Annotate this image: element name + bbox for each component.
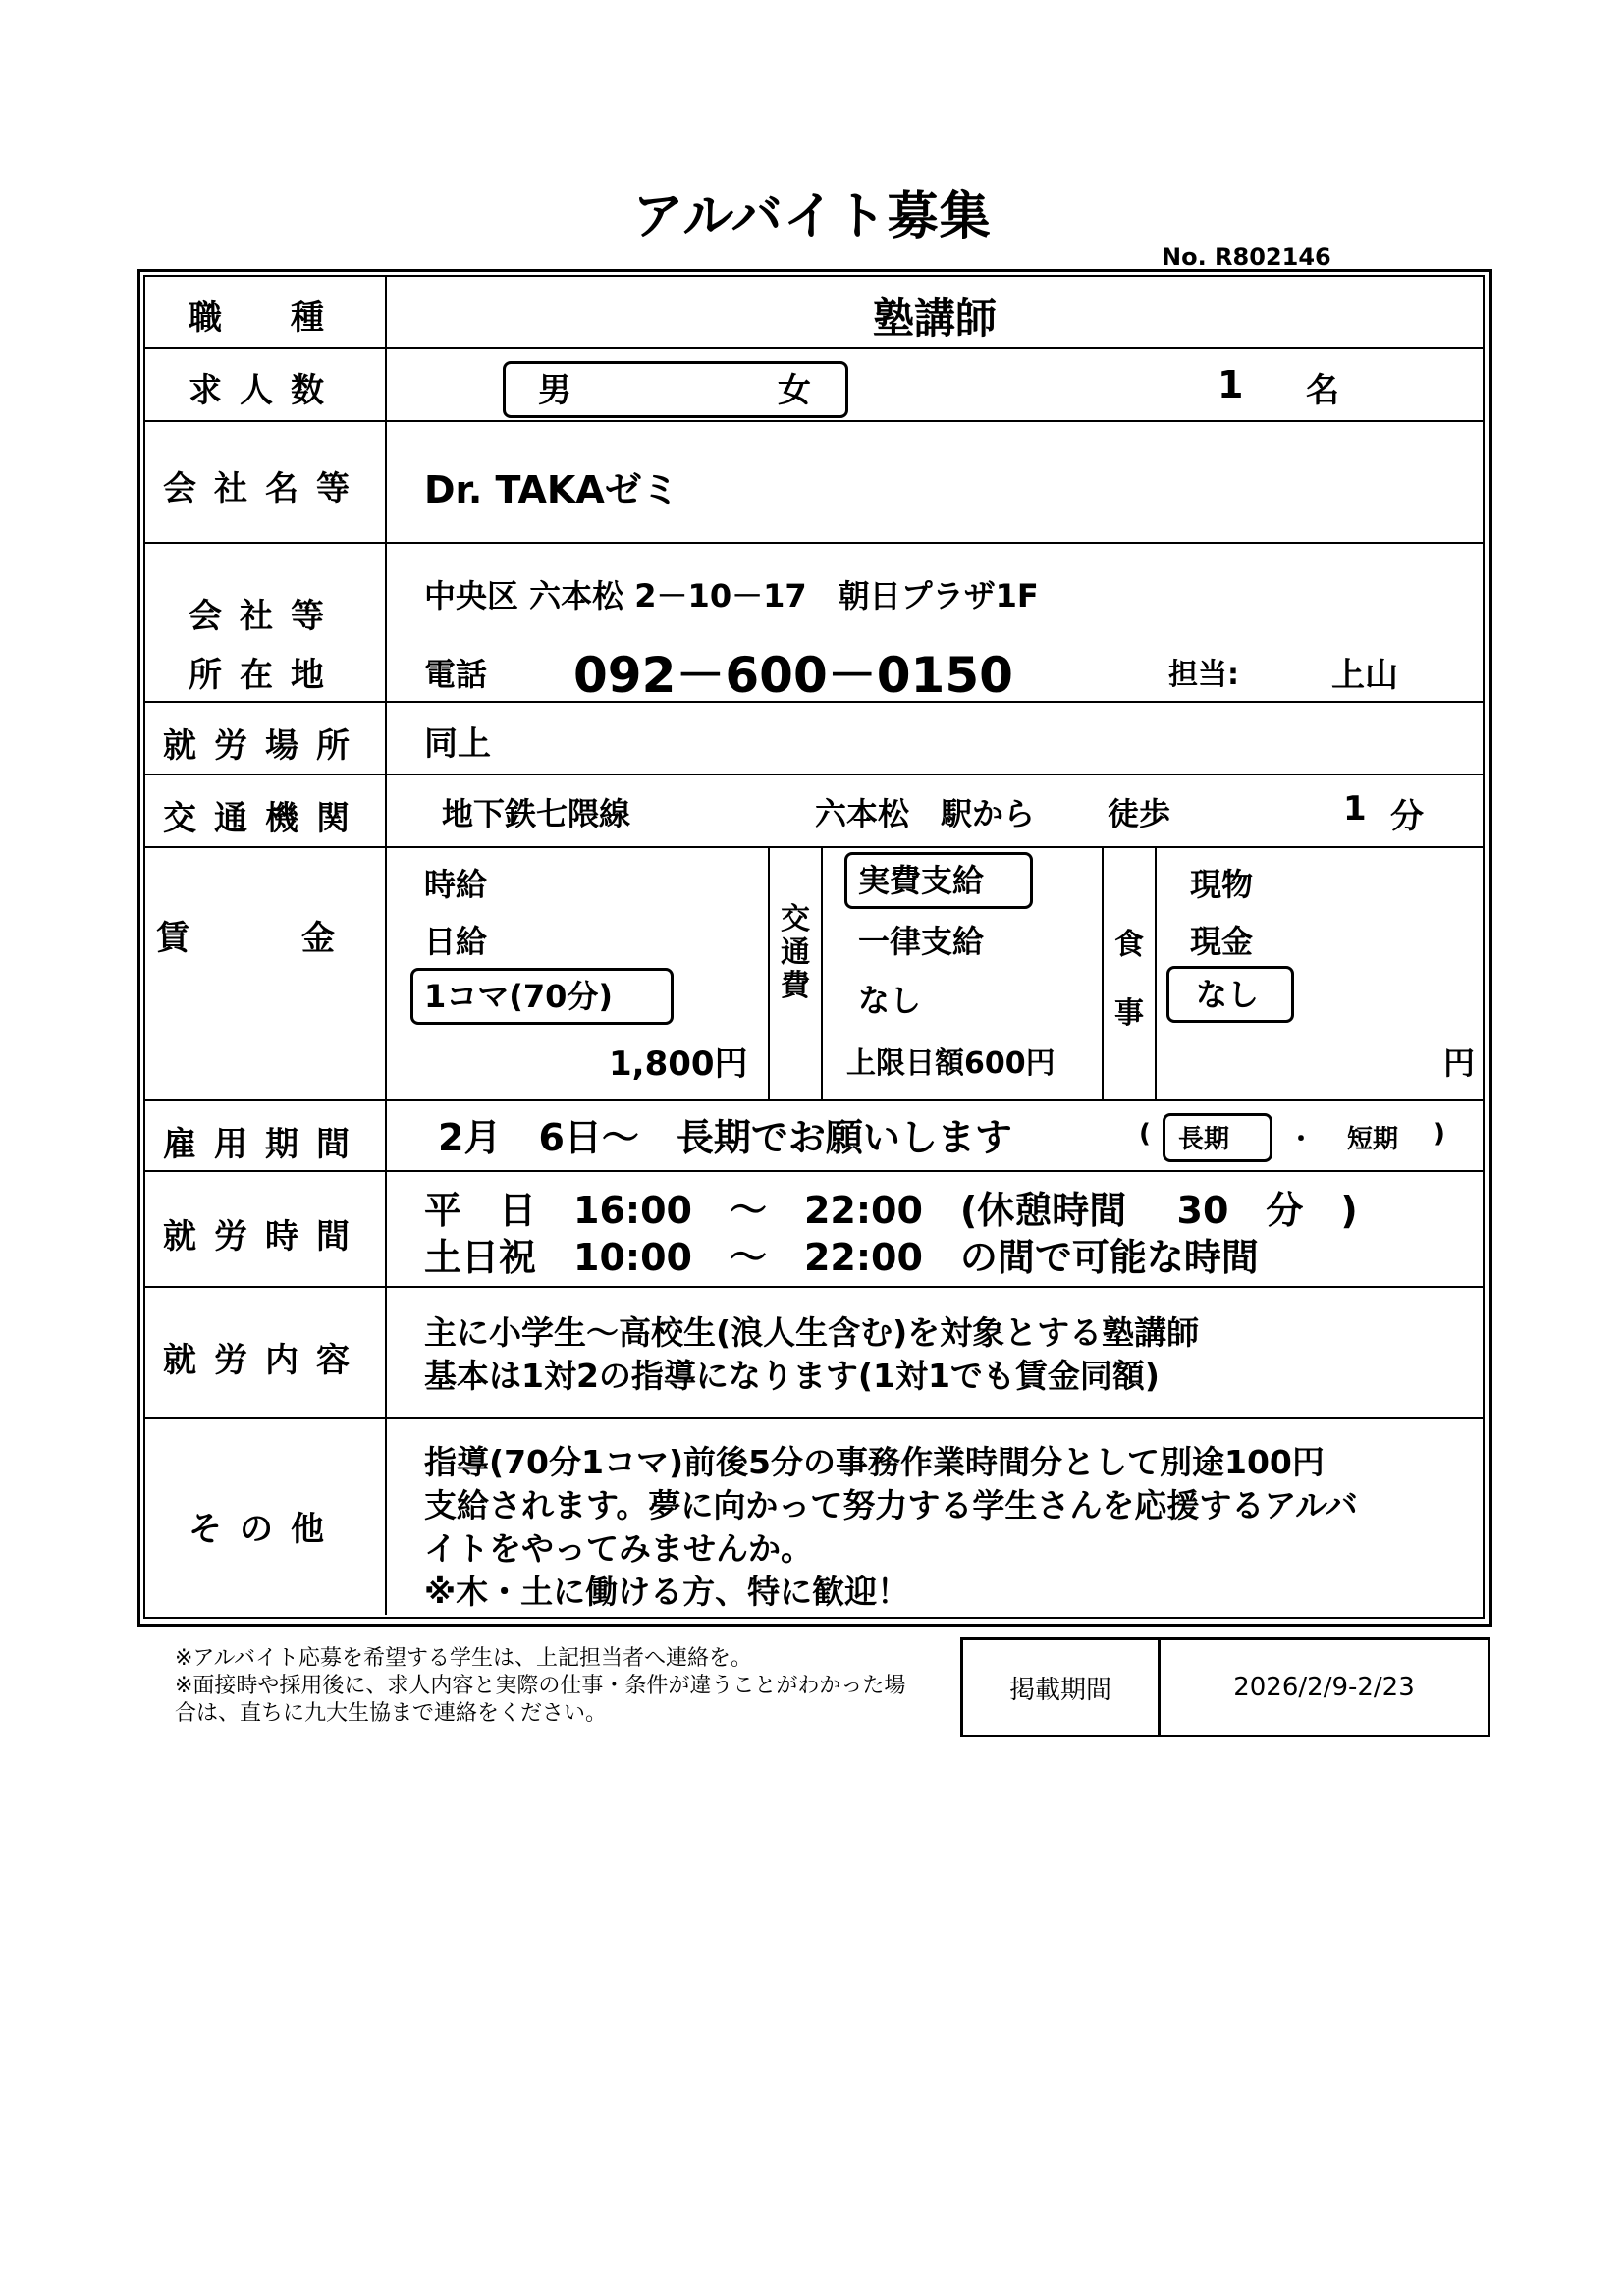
- wage-divider: [1102, 846, 1104, 1099]
- hours-label: 就労時間: [163, 1217, 367, 1256]
- row-divider: [143, 420, 1485, 422]
- address-value: 中央区 六本松 2－10－17 朝日プラザ1F: [424, 577, 1039, 614]
- wage-label: 賃 金: [156, 919, 374, 958]
- wage-option-hourly: 時給: [424, 866, 488, 903]
- footer-note-2: ※面接時や採用後に、求人内容と実際の仕事・条件が違うことがわかった場: [175, 1674, 906, 1698]
- content-line2: 基本は1対2の指導になります(1対1でも賃金同額): [424, 1357, 1161, 1395]
- posting-period-table: [960, 1637, 1490, 1737]
- wage-divider: [768, 846, 770, 1099]
- address-label-line2: 所在地: [189, 656, 342, 695]
- meal-cash: 現金: [1190, 923, 1254, 960]
- meal-label: 食事: [1114, 928, 1144, 1031]
- period-value: 2月 6日～ 長期でお願いします: [438, 1116, 1012, 1159]
- meal-none: なし: [1196, 976, 1260, 1013]
- transport-fee-flat: 一律支給: [858, 923, 985, 960]
- footer-note-1: ※アルバイト応募を希望する学生は、上記担当者へ連絡を。: [175, 1646, 753, 1671]
- job-type-label: 職 種: [189, 298, 342, 338]
- gender-male: 男: [538, 371, 571, 410]
- row-divider: [143, 1417, 1485, 1419]
- posting-period-value: 2026/2/9-2/23: [1233, 1673, 1415, 1702]
- phone-label: 電話: [424, 656, 488, 693]
- wage-option-daily: 日給: [424, 923, 488, 960]
- other-line4: ※木・土に働ける方、特に歓迎！: [424, 1573, 910, 1611]
- document-number: No. R802146: [1162, 243, 1331, 271]
- period-label: 雇用期間: [163, 1125, 367, 1164]
- period-dot: ・: [1288, 1125, 1315, 1154]
- page-title: アルバイト募集: [632, 187, 992, 246]
- transport-minutes-unit: 分: [1390, 797, 1424, 836]
- period-paren-open: (: [1139, 1119, 1151, 1148]
- row-divider: [143, 774, 1485, 775]
- period-short: 短期: [1347, 1125, 1399, 1154]
- wage-divider: [821, 846, 823, 1099]
- transport-fee-limit: 上限日額600円: [846, 1046, 1056, 1081]
- period-long: 長期: [1178, 1125, 1230, 1154]
- wage-option-per-lesson: 1コマ(70分): [424, 978, 614, 1015]
- row-divider: [143, 542, 1485, 544]
- transport-fee-actual: 実費支給: [858, 862, 985, 899]
- content-label: 就労内容: [163, 1341, 367, 1380]
- row-divider: [143, 846, 1485, 848]
- period-paren-close: ): [1434, 1119, 1445, 1148]
- wage-amount: 1,800円: [609, 1044, 748, 1084]
- contact-name: 上山: [1331, 656, 1398, 695]
- transport-station: 六本松 駅から: [815, 795, 1036, 832]
- wage-divider: [1155, 846, 1157, 1099]
- phone-number: 092－600－0150: [573, 647, 1013, 704]
- contact-label: 担当:: [1168, 658, 1239, 692]
- address-label-line1: 会社等: [189, 597, 342, 636]
- other-label: その他: [189, 1510, 342, 1549]
- transport-walk: 徒歩: [1108, 795, 1171, 832]
- gender-female: 女: [778, 371, 811, 410]
- row-divider: [143, 347, 1485, 349]
- meal-in-kind: 現物: [1190, 866, 1254, 903]
- meal-amount-unit: 円: [1443, 1044, 1476, 1082]
- hours-weekend: 土日祝 10:00 ～ 22:00 の間で可能な時間: [424, 1236, 1259, 1279]
- hours-weekday: 平 日 16:00 ～ 22:00 (休憩時間 30 分 ): [424, 1189, 1358, 1232]
- headcount-unit: 名: [1306, 371, 1339, 410]
- transport-fee-label: 交通費: [781, 902, 810, 1003]
- posting-period-label: 掲載期間: [963, 1640, 1161, 1735]
- company-name: Dr. TAKAゼミ: [424, 468, 679, 511]
- workplace-label: 就労場所: [163, 726, 367, 766]
- workplace-value: 同上: [424, 724, 491, 764]
- transport-minutes: 1: [1343, 789, 1367, 828]
- headcount-label: 求人数: [189, 371, 342, 410]
- headcount-value: 1: [1218, 363, 1244, 406]
- row-divider: [143, 1170, 1485, 1172]
- label-column-divider: [385, 275, 387, 1615]
- transport-fee-none: なし: [858, 982, 922, 1019]
- other-line1: 指導(70分1コマ)前後5分の事務作業時間分として別途100円: [424, 1443, 1325, 1481]
- row-divider: [143, 1286, 1485, 1288]
- other-line2: 支給されます。夢に向かって努力する学生さんを応援するアルバ: [424, 1486, 1358, 1524]
- other-line3: イトをやってみませんか。: [424, 1529, 813, 1568]
- transport-label: 交通機関: [163, 799, 367, 838]
- company-label: 会社名等: [163, 469, 367, 508]
- content-line1: 主に小学生～高校生(浪人生含む)を対象とする塾講師: [424, 1313, 1200, 1352]
- row-divider: [143, 1099, 1485, 1101]
- transport-line: 地下鉄七隈線: [442, 795, 631, 832]
- job-type-value: 塾講師: [872, 294, 997, 343]
- footer-note-3: 合は、直ちに九大生協まで連絡をください。: [175, 1701, 608, 1726]
